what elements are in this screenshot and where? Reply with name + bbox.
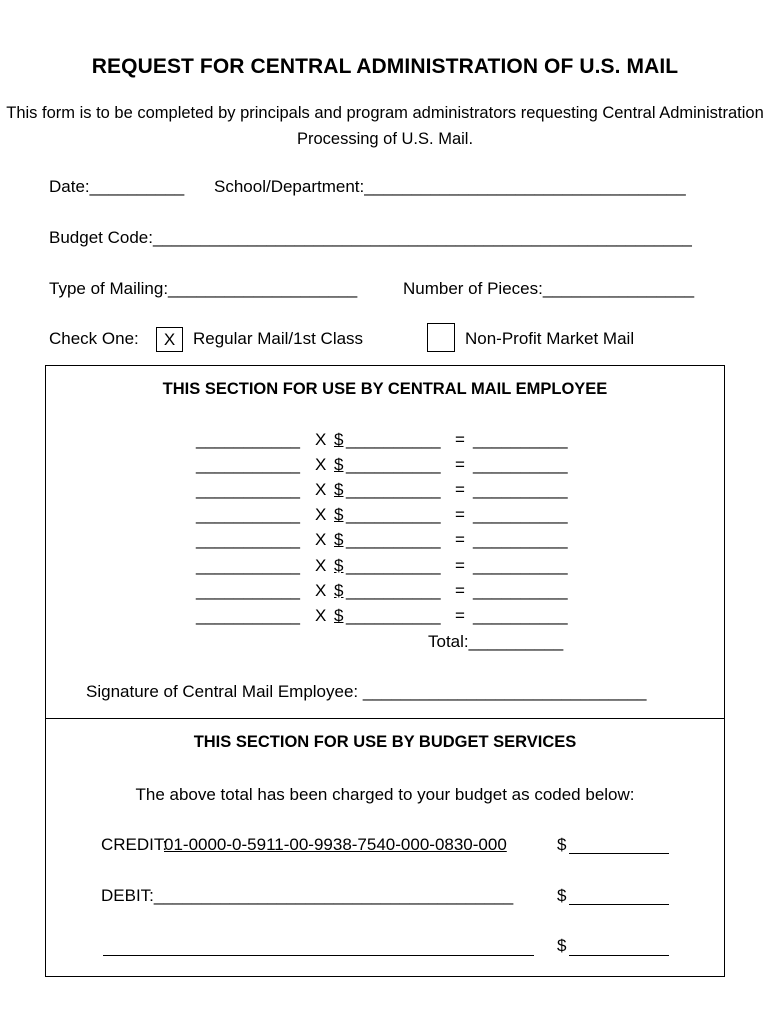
number-of-pieces-field[interactable]: Number of Pieces:________________ [403,279,695,298]
rate-dollar-sign: $ [334,480,344,500]
result-field[interactable]: __________ [473,430,568,449]
extra-dollar-sign: $ [557,936,567,955]
equals-sign: = [455,605,465,625]
rate-field[interactable]: __________ [346,480,441,500]
rate-field[interactable]: __________ [346,530,441,550]
multiply-sign: X [315,580,327,600]
rate-field[interactable]: __________ [346,430,441,449]
quantity-field[interactable]: ___________ [196,480,301,500]
form-intro: This form is to be completed by principals and program administrators requesting Central Administration Processing of U.S. Mail. [6,104,764,148]
credit-code: 01-0000-0-5911-00-9938-7540-000-0830-000 [164,835,507,854]
budget-statement: The above total has been charged to your budget as coded below: [135,785,635,804]
total-field[interactable]: Total:__________ [428,632,564,651]
rate-field[interactable]: __________ [346,580,441,600]
regular-mail-checkbox[interactable]: X [156,327,183,352]
multiply-sign: X [315,505,327,525]
budget-code-field[interactable]: Budget Code:_________________________________________________________ [49,228,692,247]
central-mail-heading: THIS SECTION FOR USE BY CENTRAL MAIL EMPLOYEE [162,380,608,398]
extra-amount-line[interactable] [569,955,669,956]
regular-mail-label: Regular Mail/1st Class [193,329,364,348]
check-one-label: Check One: [49,329,139,348]
debit-dollar-sign: $ [557,886,567,905]
credit-label: CREDIT: [101,835,168,854]
quantity-field[interactable]: ___________ [196,605,301,625]
rate-dollar-sign: $ [334,580,344,600]
non-profit-mail-checkbox[interactable] [427,323,455,352]
rate-field[interactable]: __________ [346,555,441,575]
type-of-mailing-field[interactable]: Type of Mailing:____________________ [49,279,358,298]
multiply-sign: X [315,455,327,475]
rate-field[interactable]: __________ [346,455,441,475]
central-mail-signature-field[interactable]: Signature of Central Mail Employee: ______________________________ [86,682,647,701]
quantity-field[interactable]: ___________ [196,430,301,449]
rate-dollar-sign: $ [334,530,344,550]
credit-dollar-sign: $ [557,835,567,854]
quantity-field[interactable]: ___________ [196,505,301,525]
rate-dollar-sign: $ [334,555,344,575]
rate-dollar-sign: $ [334,455,344,475]
result-field[interactable]: __________ [473,480,568,500]
equals-sign: = [455,430,465,449]
result-field[interactable]: __________ [473,530,568,550]
equals-sign: = [455,505,465,525]
form-title: REQUEST FOR CENTRAL ADMINISTRATION OF U.S. MAIL [91,55,679,78]
equals-sign: = [455,480,465,500]
result-field[interactable]: __________ [473,555,568,575]
multiply-sign: X [315,430,327,449]
date-field[interactable]: Date:__________ [49,177,185,196]
rate-dollar-sign: $ [334,605,344,625]
credit-amount-line[interactable] [569,853,669,854]
multiply-sign: X [315,530,327,550]
budget-services-heading: THIS SECTION FOR USE BY BUDGET SERVICES [193,733,577,751]
rate-field[interactable]: __________ [346,605,441,625]
result-field[interactable]: __________ [473,580,568,600]
rate-dollar-sign: $ [334,430,344,449]
debit-amount-line[interactable] [569,904,669,905]
equals-sign: = [455,555,465,575]
school-department-field[interactable]: School/Department:__________________________________ [214,177,686,196]
result-field[interactable]: __________ [473,605,568,625]
quantity-field[interactable]: ___________ [196,580,301,600]
equals-sign: = [455,530,465,550]
equals-sign: = [455,580,465,600]
quantity-field[interactable]: ___________ [196,530,301,550]
extra-account-line[interactable] [103,955,534,956]
multiply-sign: X [315,605,327,625]
equals-sign: = [455,455,465,475]
multiply-sign: X [315,555,327,575]
quantity-field[interactable]: ___________ [196,555,301,575]
rate-field[interactable]: __________ [346,505,441,525]
result-field[interactable]: __________ [473,505,568,525]
debit-field[interactable]: DEBIT:______________________________________ [101,886,514,905]
multiply-sign: X [315,480,327,500]
quantity-field[interactable]: ___________ [196,455,301,475]
rate-dollar-sign: $ [334,505,344,525]
result-field[interactable]: __________ [473,455,568,475]
non-profit-mail-label: Non-Profit Market Mail [465,329,635,348]
